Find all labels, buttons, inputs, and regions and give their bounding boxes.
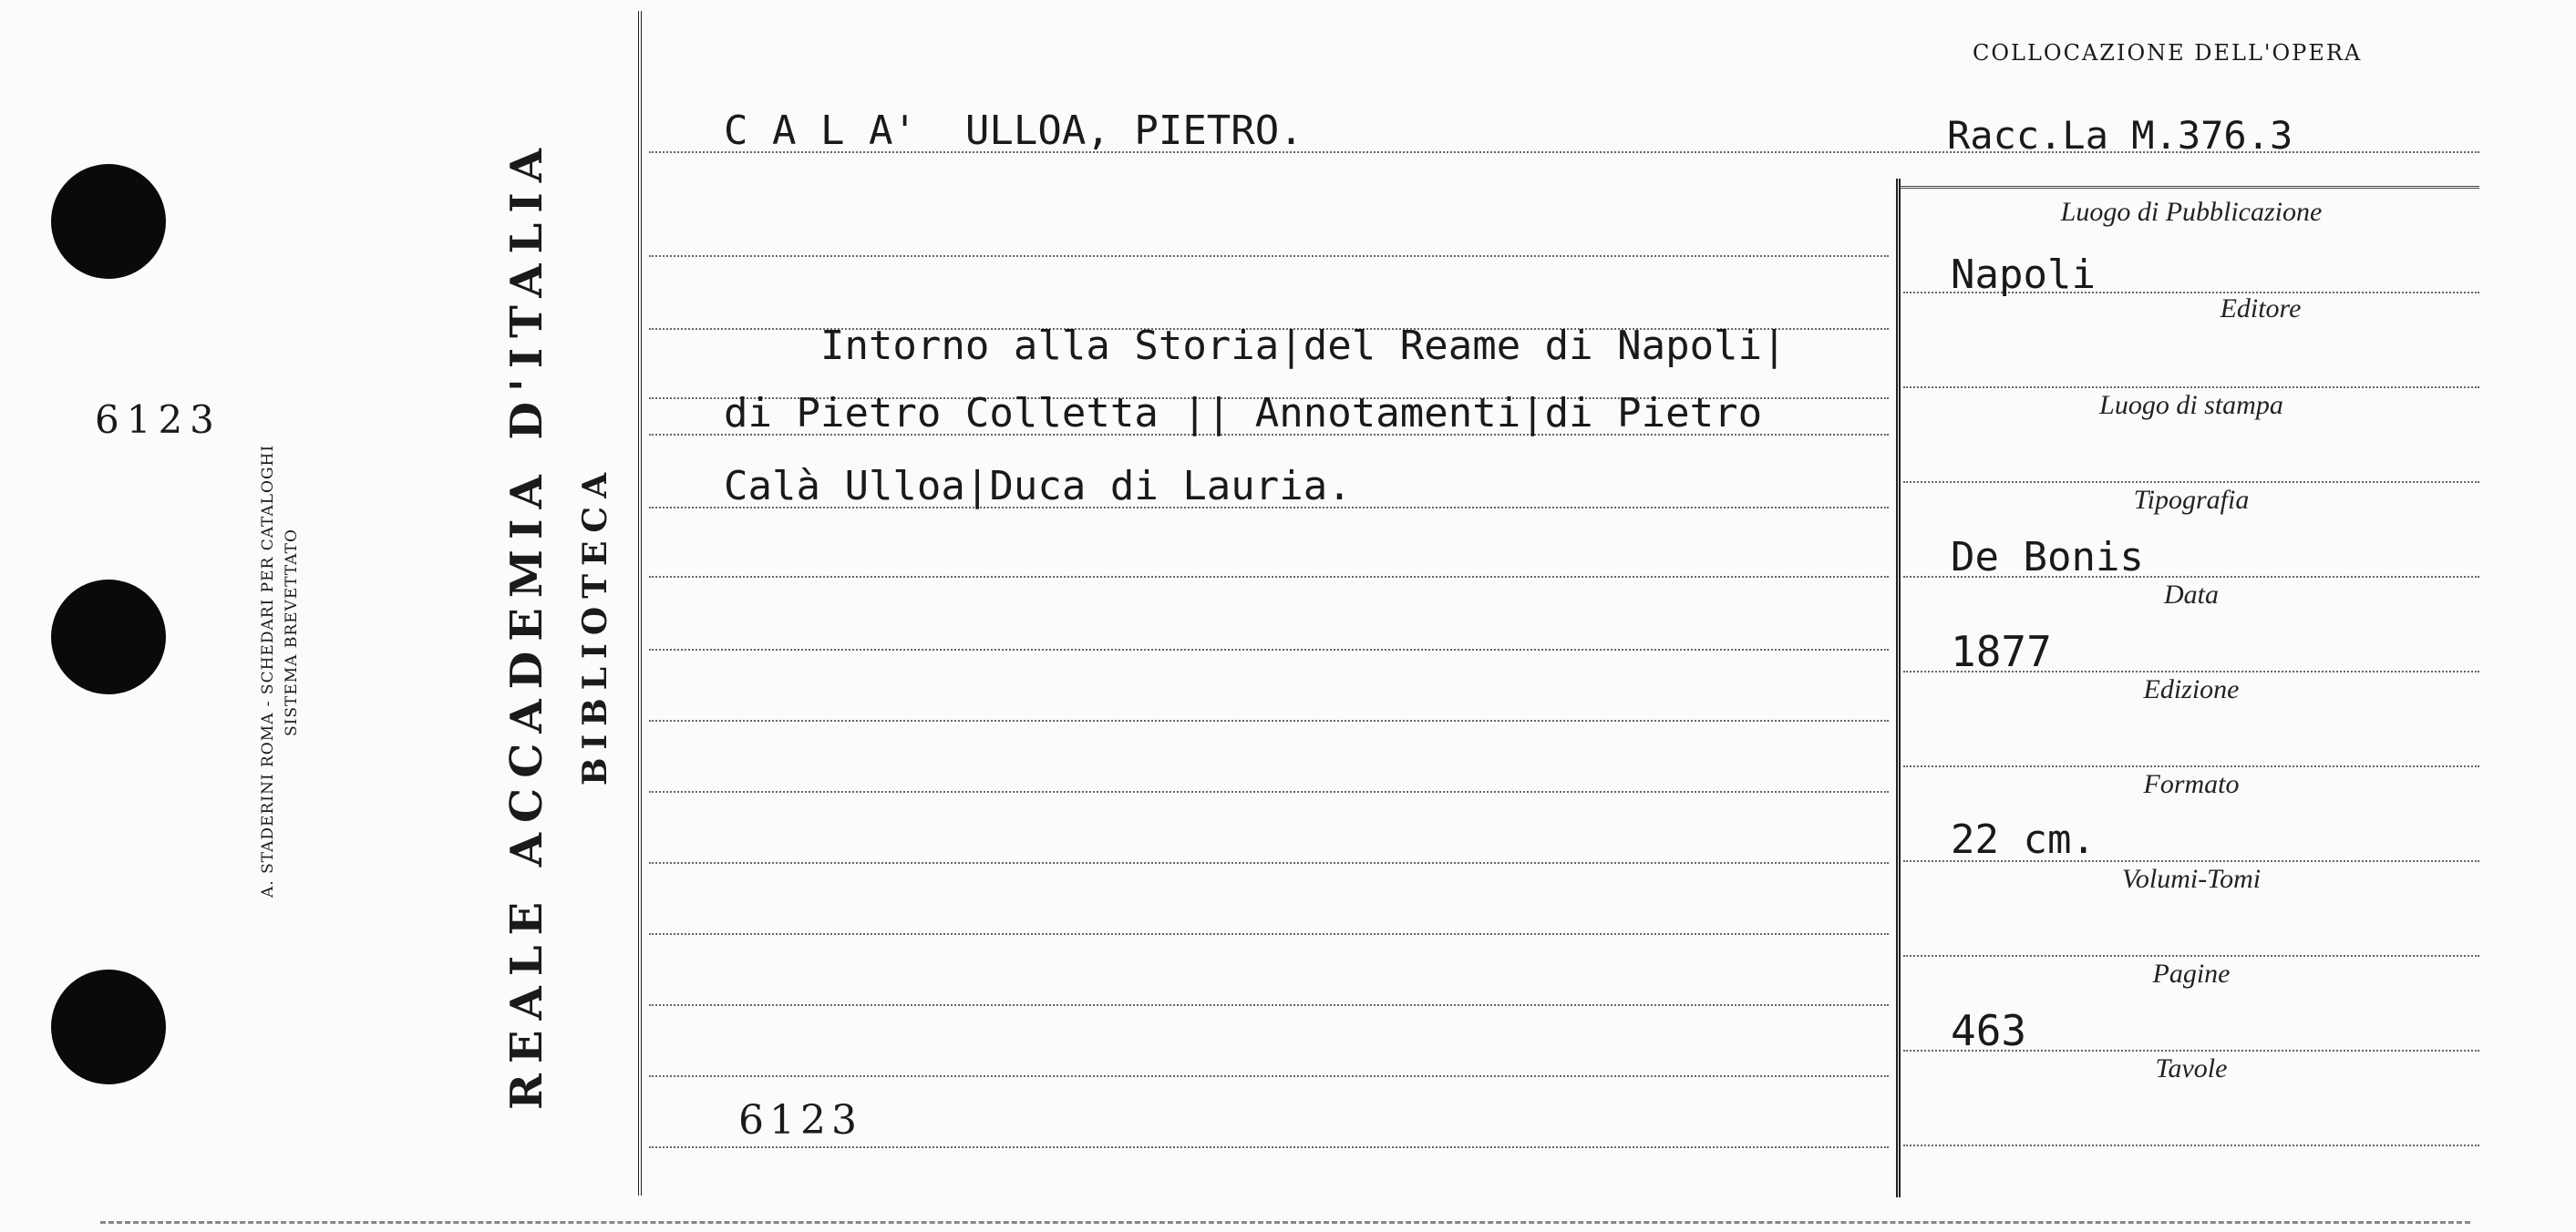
- right-double-rule: [1896, 179, 1901, 1197]
- rule-left-10: [649, 862, 1889, 864]
- label-tipografia: Tipografia: [2133, 485, 2250, 515]
- rule-right-3: [1903, 481, 2479, 483]
- title-line-2: di Pietro Colletta || Annotamenti|di Pietro: [724, 390, 1763, 436]
- label-formato: Formato: [2143, 769, 2240, 799]
- rule-right-6: [1903, 765, 2479, 767]
- collocation-value: Racc.La M.376.3: [1947, 113, 2293, 158]
- value-formato: 22 cm.: [1951, 816, 2096, 863]
- department-name: BIBLIOTECA: [576, 464, 614, 785]
- punch-hole-middle: [51, 580, 166, 694]
- card-bottom-edge: [100, 1221, 2470, 1224]
- rule-left-14: [649, 1146, 1889, 1148]
- label-luogo-stampa: Luogo di stampa: [2099, 390, 2283, 420]
- value-data: 1877: [1951, 627, 2052, 676]
- rule-author: [649, 151, 2479, 153]
- collocation-heading: COLLOCAZIONE DELL'OPERA: [1973, 40, 2363, 66]
- value-luogo-pubblicazione: Napoli: [1951, 252, 2096, 298]
- value-pagine: 463: [1951, 1006, 2027, 1055]
- label-editore: Editore: [2220, 293, 2302, 323]
- rule-left-9: [649, 791, 1889, 793]
- label-luogo-pubblicazione: Luogo di Pubblicazione: [2060, 197, 2323, 227]
- inventory-number: 6123: [738, 1097, 862, 1144]
- author-heading: C A L A' ULLOA, PIETRO.: [724, 108, 1303, 154]
- label-tavole: Tavole: [2155, 1053, 2228, 1083]
- rule-right-2: [1903, 386, 2479, 388]
- punch-hole-top: [51, 164, 166, 279]
- rule-right-8: [1903, 955, 2479, 957]
- rule-left-6: [649, 576, 1889, 578]
- card-number: 6123: [95, 397, 222, 442]
- rule-box-top: [1901, 186, 2479, 189]
- label-volumi-tomi: Volumi-Tomi: [2121, 864, 2262, 894]
- rule-left-8: [649, 720, 1889, 722]
- rule-left-1: [649, 255, 1889, 257]
- label-pagine: Pagine: [2152, 959, 2231, 989]
- label-data: Data: [2164, 580, 2219, 610]
- left-double-rule: [638, 11, 642, 1196]
- rule-left-11: [649, 933, 1889, 935]
- institution-name: REALE ACCADEMIA D'ITALIA: [501, 139, 552, 1110]
- rule-left-13: [649, 1075, 1889, 1077]
- rule-left-7: [649, 649, 1889, 651]
- value-tipografia: De Bonis: [1951, 534, 2144, 580]
- rule-left-12: [649, 1004, 1889, 1006]
- rule-right-10: [1903, 1145, 2479, 1146]
- title-line-1: Intorno alla Storia|del Reame di Napoli|: [724, 323, 1787, 369]
- printer-imprint-line1: A. STADERINI ROMA - SCHEDARI PER CATALOGHI: [259, 444, 277, 898]
- title-line-3: Calà Ulloa|Duca di Lauria.: [724, 463, 1352, 509]
- label-edizione: Edizione: [2143, 674, 2240, 704]
- printer-imprint-line2: SISTEMA BREVETTATO: [283, 529, 301, 736]
- punch-hole-bottom: [51, 970, 166, 1084]
